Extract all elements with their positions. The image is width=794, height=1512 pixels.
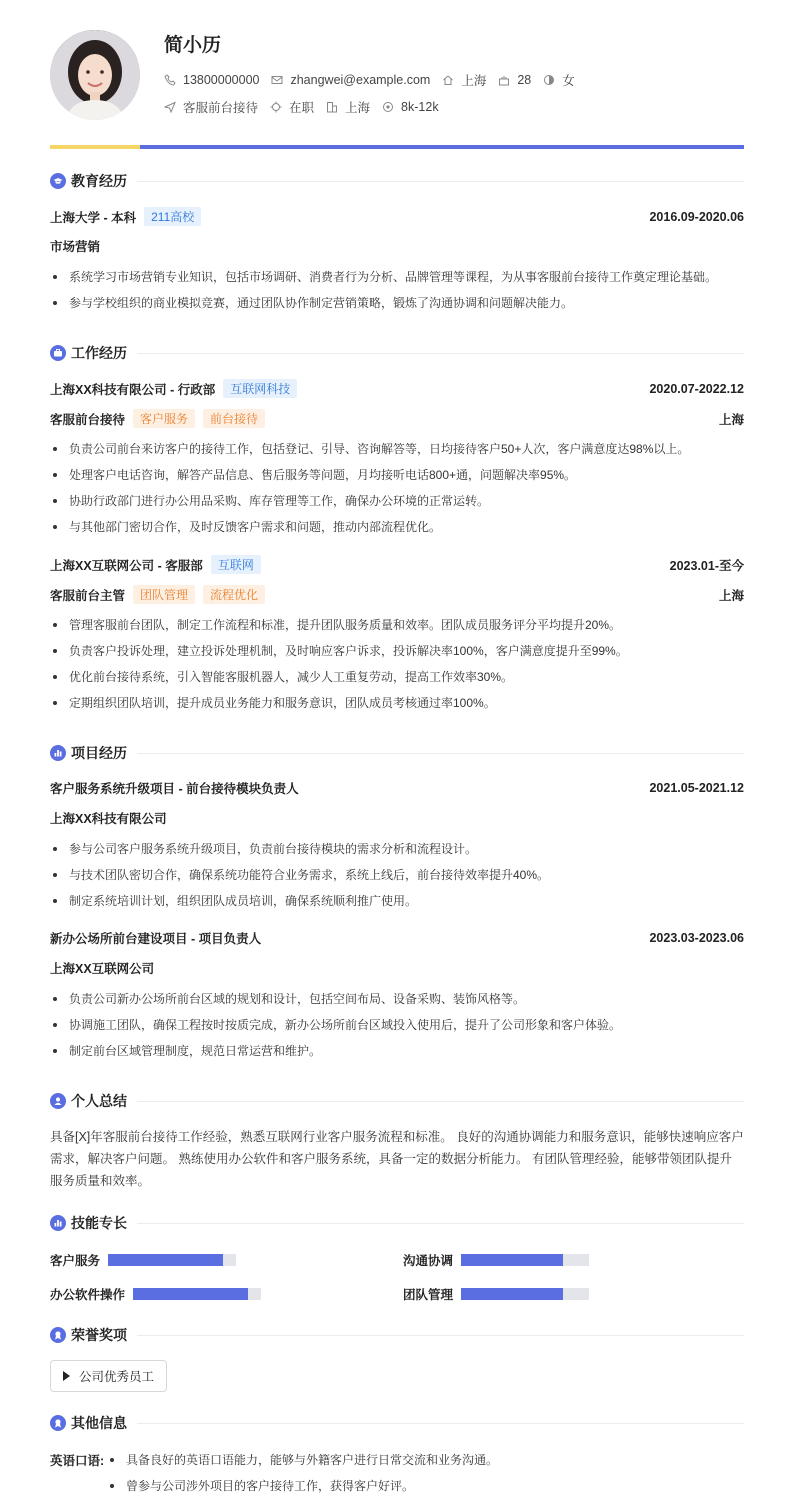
job-role: 客服前台接待 [50, 412, 126, 427]
home-icon [442, 74, 454, 86]
salary-icon [382, 101, 394, 113]
list-item: 系统学习市场营销专业知识，包括市场调研、消费者行为分析、品牌管理等课程，为从事客服前台接待工作奠定理论基础。 [50, 268, 744, 285]
job-location: 上海 [718, 588, 744, 603]
phone-text: 13800000000 [183, 73, 260, 87]
job-location: 上海 [718, 412, 744, 427]
list-item: 管理客服前台团队，制定工作流程和标准，提升团队服务质量和效率。团队成员服务评分平均提升20%。 [50, 616, 744, 633]
project-org-row [50, 809, 744, 827]
list-item: 与技术团队密切合作，确保系统功能符合业务需求，系统上线后，前台接待效率提升40%。 [50, 866, 744, 883]
list-item: 协助行政部门进行办公用品采购、库存管理等工作，确保办公环境的正常运转。 [50, 492, 744, 509]
mail-icon [271, 74, 283, 86]
list-item: 具备良好的英语口语能力，能够与外籍客户进行日常交流和业务沟通。 [110, 1451, 498, 1468]
skill-level-bar [108, 1254, 223, 1266]
list-item: 与其他部门密切合作，及时反馈客户需求和问题，推动内部流程优化。 [50, 518, 744, 535]
job-date: 2020.07-2022.12 [649, 381, 744, 396]
list-item: 制定系统培训计划，组织团队成员培训，确保系统顺利推广使用。 [50, 892, 744, 909]
building-icon [326, 101, 338, 113]
medal-icon [50, 1327, 66, 1343]
skill-tag: 团队管理 [133, 585, 195, 604]
award-item [50, 1360, 167, 1392]
skill-tag: 客户服务 [133, 409, 195, 428]
project-header [50, 779, 744, 797]
skill-level-bar [133, 1288, 248, 1300]
age-item [498, 73, 531, 87]
skill-name: 办公软件操作 [50, 1288, 126, 1302]
project-name: 新办公场所前台建设项目 - 项目负责人 [50, 932, 262, 946]
other-label: 英语口语: [50, 1454, 105, 1468]
contact-row [164, 71, 587, 89]
list-item: 参与学校组织的商业模拟竞赛，通过团队协作制定营销策略，锻炼了沟通协调和问题解决能力。 [50, 294, 744, 311]
project-name: 客户服务系统升级项目 - 前台接待模块负责人 [50, 782, 299, 796]
send-icon [164, 101, 176, 113]
skill-tag: 前台接待 [203, 409, 265, 428]
email-text: zhangwei@example.com [290, 73, 431, 87]
job-role-row [50, 409, 744, 428]
briefcase-icon [50, 345, 66, 361]
job-intent-row [164, 98, 451, 116]
position-text: 客服前台接待 [183, 101, 259, 115]
salary-item [382, 100, 439, 114]
major: 市场营销 [50, 240, 101, 254]
job-date: 2023.01-至今 [669, 558, 744, 573]
skill-name: 客户服务 [50, 1254, 101, 1268]
project-org: 上海XX互联网公司 [50, 962, 155, 976]
medal-icon [50, 1415, 66, 1431]
list-item: 优化前台接待系统，引入智能客服机器人，减少人工重复劳动，提高工作效率30%。 [50, 668, 744, 685]
list-item: 定期组织团队培训，提升成员业务能力和服务意识，团队成员考核通过率100%。 [50, 694, 744, 711]
work-city-item [326, 98, 370, 116]
age-icon [498, 74, 510, 86]
list-item: 负责公司新办公场所前台区域的规划和设计，包括空间布局、设备采购、装饰风格等。 [50, 990, 744, 1007]
project-date: 2021.05-2021.12 [649, 781, 744, 795]
project-date: 2023.03-2023.06 [649, 931, 744, 945]
work-city-text: 上海 [345, 101, 371, 115]
phone-icon [164, 74, 176, 86]
industry-tag: 互联网科技 [223, 379, 297, 398]
list-item: 处理客户电话咨询，解答产品信息、售后服务等问题，月均接听电话800+通，问题解决率95%。 [50, 466, 744, 483]
summary-text: 具备[X]年客服前台接待工作经验，熟悉互联网行业客户服务流程和标准。 良好的沟通协调能力和服务意识，能够快速响应客户需求，解决客户问题。 熟练使用办公软件和客户服务系统，具备一定的数据分析能力。 有团队管理经验，能够带领团队提升服务质量和效率。 [50, 1130, 744, 1188]
skill-level-bar [461, 1288, 563, 1300]
list-item: 制定前台区域管理制度，规范日常运营和维护。 [50, 1042, 744, 1059]
list-item: 参与公司客户服务系统升级项目，负责前台接待模块的需求分析和流程设计。 [50, 840, 744, 857]
job-header [50, 379, 744, 398]
award-label: 公司优秀员工 [79, 1370, 155, 1384]
skill-item [403, 1251, 589, 1269]
section-title-projects: 项目经历 [50, 743, 744, 763]
user-icon [50, 1093, 66, 1109]
section-title-summary: 个人总结 [50, 1091, 744, 1111]
status-icon [270, 101, 282, 113]
play-icon [63, 1371, 70, 1381]
graduation-cap-icon [50, 173, 66, 189]
list-item: 曾参与公司涉外项目的客户接待工作，获得客户好评。 [110, 1477, 414, 1494]
email-item[interactable] [271, 73, 430, 87]
phone-item[interactable] [164, 73, 259, 87]
skill-name: 沟通协调 [403, 1254, 454, 1268]
education-header [50, 207, 744, 226]
school-tag: 211高校 [144, 207, 201, 226]
skill-item [50, 1285, 261, 1303]
bar-chart-icon [50, 1215, 66, 1231]
section-title-work: 工作经历 [50, 343, 744, 363]
company-name: 上海XX互联网公司 - 客服部 [50, 558, 203, 573]
avatar [50, 30, 140, 120]
list-item: 负责公司前台来访客户的接待工作，包括登记、引导、咨询解答等，日均接待客户50+人次，客户满意度达98%以上。 [50, 440, 744, 457]
section-title-education: 教育经历 [50, 171, 744, 191]
skill-item [50, 1251, 236, 1269]
project-header [50, 929, 744, 947]
project-org-row [50, 959, 744, 977]
gender-icon [543, 74, 555, 86]
skill-item [403, 1285, 589, 1303]
skill-tag: 流程优化 [203, 585, 265, 604]
status-item [270, 98, 314, 116]
education-date: 2016.09-2020.06 [649, 209, 744, 224]
project-org: 上海XX科技有限公司 [50, 812, 167, 826]
education-major-row [50, 237, 744, 255]
bar-chart-icon [50, 745, 66, 761]
section-title-skills: 技能专长 [50, 1213, 744, 1233]
position-item [164, 98, 258, 116]
age-text: 28 [517, 73, 532, 87]
industry-tag: 互联网 [211, 555, 261, 574]
skill-level-bar [461, 1254, 563, 1266]
section-title-honors: 荣誉奖项 [50, 1325, 744, 1345]
gender-item [543, 71, 575, 89]
company-name: 上海XX科技有限公司 - 行政部 [50, 382, 216, 397]
candidate-name: 简小历 [164, 35, 222, 56]
list-item: 负责客户投诉处理，建立投诉处理机制，及时响应客户诉求，投诉解决率100%，客户满意度提升至99%。 [50, 642, 744, 659]
section-title-other: 其他信息 [50, 1413, 744, 1433]
list-item: 协调施工团队，确保工程按时按质完成，新办公场所前台区域投入使用后，提升了公司形象和客户体验。 [50, 1016, 744, 1033]
job-header [50, 555, 744, 574]
job-role: 客服前台主管 [50, 588, 126, 603]
gender-text: 女 [562, 74, 575, 88]
header-divider [50, 145, 744, 149]
school-name: 上海大学 - 本科 [50, 210, 137, 225]
status-text: 在职 [289, 101, 315, 115]
job-role-row [50, 585, 744, 604]
skill-name: 团队管理 [403, 1288, 454, 1302]
city-item [442, 71, 486, 89]
city-text: 上海 [461, 74, 487, 88]
salary-text: 8k-12k [401, 100, 439, 114]
